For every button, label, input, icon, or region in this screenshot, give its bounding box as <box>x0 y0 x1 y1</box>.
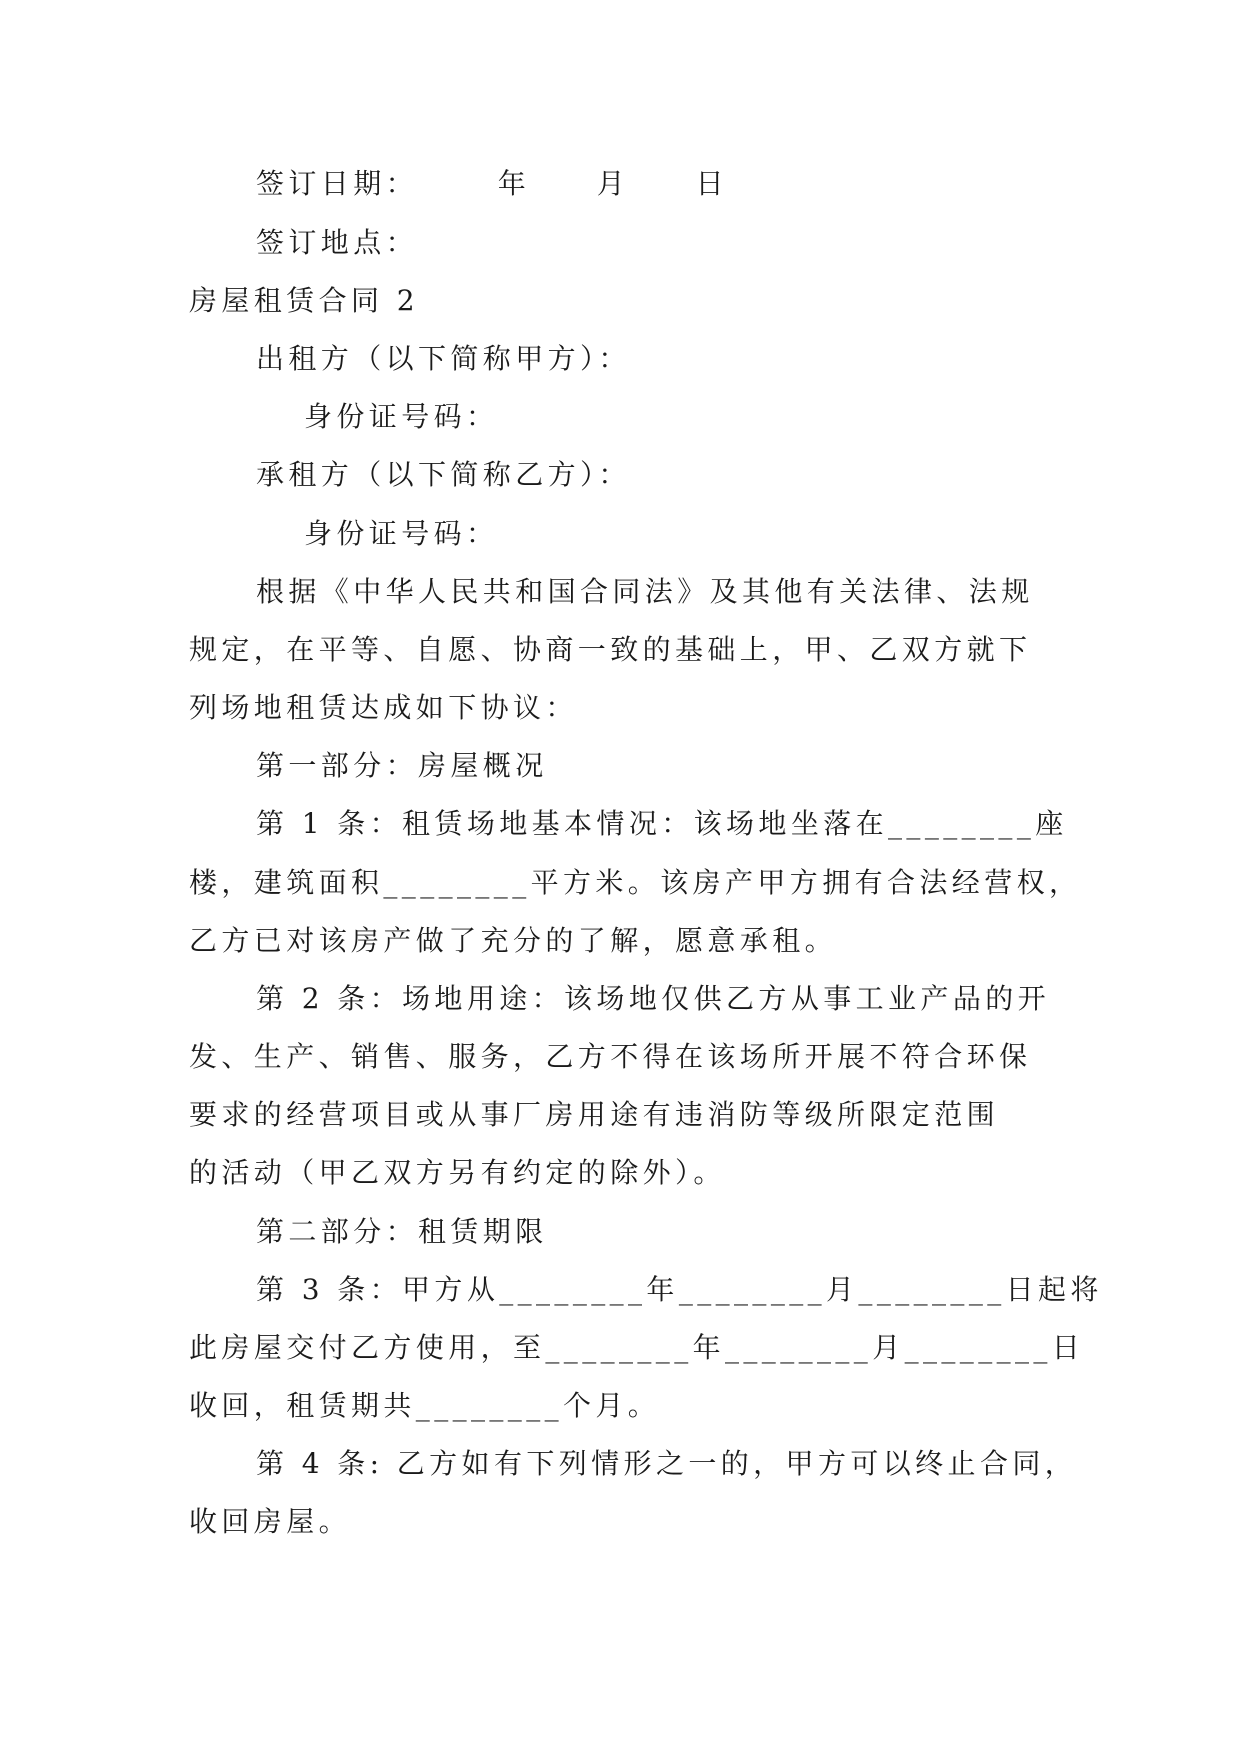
article-2-line: 的活动（甲乙双方另有约定的除外）。 <box>189 1156 726 1189</box>
article-2-line: 第 2 条：场地用途：该场地仅供乙方从事工业产品的开 <box>256 982 1051 1015</box>
preamble-line: 列场地租赁达成如下协议： <box>189 691 578 724</box>
article-4-line: 第 4 条: 乙方如有下列情形之一的，甲方可以终止合同， <box>256 1447 1078 1480</box>
article-2-line: 发、生产、销售、服务，乙方不得在该场所开展不符合环保 <box>189 1040 1032 1073</box>
article-3-line: 收回，租赁期共________个月。 <box>189 1389 661 1422</box>
signing-place-line: 签订地点： <box>256 226 419 259</box>
lessor-line: 出租方（以下简称甲方）： <box>256 342 631 375</box>
article-2-line: 要求的经营项目或从事厂房用途有违消防等级所限定范围 <box>189 1098 1000 1131</box>
contract-title: 房屋租赁合同 2 <box>189 284 419 317</box>
signing-date-line: 签订日期： 年 月 日 <box>256 167 729 200</box>
part-one-heading: 第一部分：房屋概况 <box>256 749 548 782</box>
part-two-heading: 第二部分：租赁期限 <box>256 1215 548 1248</box>
article-1-line: 第 1 条：租赁场地基本情况：该场地坐落在________座 <box>256 807 1068 840</box>
article-3-line: 此房屋交付乙方使用，至________年________月________日 <box>189 1331 1085 1364</box>
lessee-id-line: 身份证号码： <box>304 517 499 550</box>
preamble-line: 规定，在平等、自愿、协商一致的基础上，甲、乙双方就下 <box>189 633 1032 666</box>
article-4-line: 收回房屋。 <box>189 1505 352 1538</box>
preamble-line: 根据《中华人民共和国合同法》及其他有关法律、法规 <box>256 575 1034 608</box>
article-1-line: 乙方已对该房产做了充分的了解，愿意承租。 <box>189 924 838 957</box>
article-3-line: 第 3 条：甲方从________年________月________日起将 <box>256 1273 1103 1306</box>
lessee-line: 承租方（以下简称乙方）： <box>256 458 631 491</box>
lessor-id-line: 身份证号码： <box>304 400 499 433</box>
article-1-line: 楼，建筑面积________平方米。该房产甲方拥有合法经营权， <box>189 866 1082 899</box>
